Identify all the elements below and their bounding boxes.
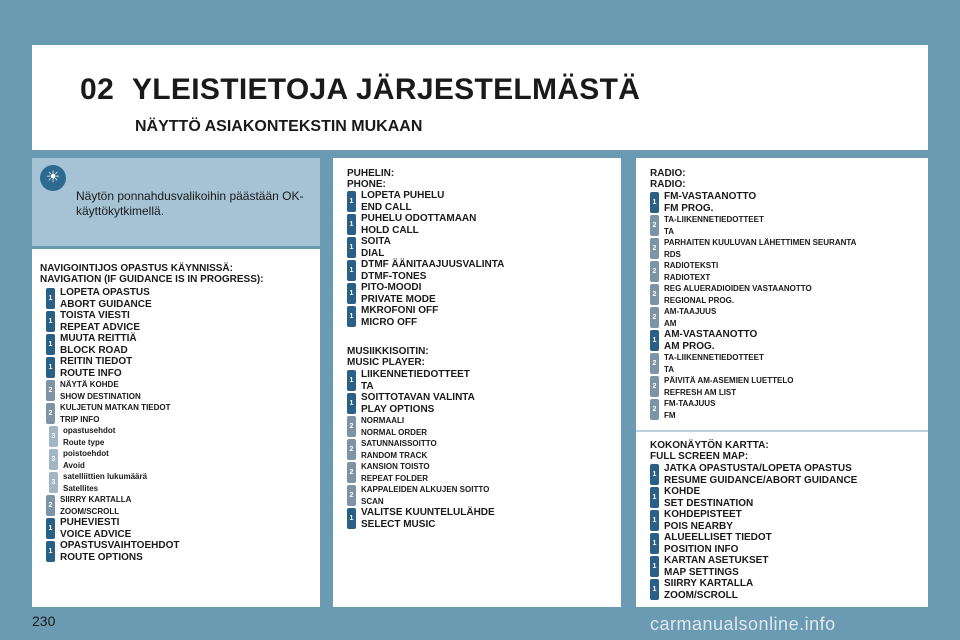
menu-item-label-en: ABORT GUIDANCE [60,298,152,310]
menu-item-label-en: SELECT MUSIC [361,518,436,530]
menu-item [650,509,857,532]
menu-level-badge: 1 [347,393,356,414]
menu-item-label-fi: AM-VASTAANOTTO [664,329,758,340]
media-panel [333,158,621,607]
menu-item [347,282,504,305]
menu-level-badge: 1 [347,370,356,391]
menu-item-label-fi: SATUNNAISSOITTO [361,439,437,448]
menu-level-badge: 1 [650,510,659,531]
menu-item-label-en: DIAL [361,247,385,259]
menu-level-badge: 1 [46,334,55,355]
menu-level-badge: 1 [347,306,356,327]
info-box [32,158,320,246]
menu-item-label-en: BLOCK ROAD [60,344,128,356]
menu-item [347,190,504,213]
menu-item [650,398,856,421]
radio-panel [636,158,928,607]
menu-item [650,329,856,352]
menu-item-label-fi: PUHELU ODOTTAMAAN [361,213,477,224]
menu-item-label-en: FM [664,410,676,420]
menu-item-label-fi: MUUTA REITTIÄ [60,333,137,344]
menu-level-badge: 2 [347,462,356,483]
menu-item-label-en: SET DESTINATION [664,497,754,509]
menu-item-label-fi: LOPETA PUHELU [361,190,445,201]
menu-item-label-fi: NÄYTÄ KOHDE [60,380,119,389]
menu-item-label-en: REFRESH AM LIST [664,387,737,397]
phone-menu-list [341,190,504,328]
menu-item-label-en: TA [361,380,374,392]
menu-item-label-en: POSITION INFO [664,543,739,555]
menu-item [46,494,179,517]
radio-heading-fi: RADIO: [650,168,686,179]
menu-item-label-en: SCAN [361,496,384,506]
menu-level-badge: 1 [650,330,659,351]
menu-item-label-fi: OPASTUSVAIHTOEHDOT [60,540,180,551]
fullscreen-heading-en: FULL SCREEN MAP: [650,451,749,462]
menu-level-badge: 1 [46,541,55,562]
menu-item [347,461,495,484]
menu-item [650,375,856,398]
menu-item [46,517,179,540]
menu-item-label-en: ROUTE OPTIONS [60,551,143,563]
menu-item [46,287,179,310]
menu-item [46,356,179,379]
menu-item-label-fi: TA-LIIKENNETIEDOTTEET [664,353,764,362]
menu-item-label-fi: DTMF ÄÄNITAAJUUSVALINTA [361,259,505,270]
menu-item [650,191,856,214]
menu-item [650,237,856,260]
menu-level-badge: 1 [347,237,356,258]
menu-item-label-en: VOICE ADVICE [60,528,132,540]
menu-item-label-fi: poistoehdot [63,449,109,458]
menu-level-badge: 1 [650,487,659,508]
menu-item-label-fi: JATKA OPASTUSTA/LOPETA OPASTUS [664,463,852,474]
menu-item [347,507,495,530]
menu-item [650,283,856,306]
navigation-panel [32,249,320,607]
menu-item-label-en: REPEAT FOLDER [361,473,428,483]
section-divider [636,430,928,432]
menu-level-badge: 3 [49,449,58,470]
menu-item [347,392,495,415]
menu-item-label-en: TA [664,226,675,236]
menu-item-label-fi: VALITSE KUUNTELULÄHDE [361,507,495,518]
menu-item [347,438,495,461]
menu-item-label-fi: KOHDEPISTEET [664,509,742,520]
menu-level-badge: 2 [347,485,356,506]
menu-item [650,260,856,283]
menu-item [650,352,856,375]
menu-level-badge: 2 [347,416,356,437]
menu-item-label-en: AM [664,318,677,328]
menu-item-label-fi: opastusehdot [63,426,116,435]
menu-item [347,369,495,392]
menu-level-badge: 2 [650,215,659,236]
menu-level-badge: 2 [650,399,659,420]
menu-item-label-en: NORMAL ORDER [361,427,428,437]
menu-level-badge: 2 [46,403,55,424]
info-text: Näytön ponnahdusvalikoihin päästään OK-käyttökytkimellä. [76,189,304,218]
menu-level-badge: 2 [650,261,659,282]
menu-item-label-en: MICRO OFF [361,316,418,328]
menu-level-badge: 2 [650,238,659,259]
menu-item-label-fi: KANSION TOISTO [361,462,430,471]
menu-item-label-en: PRIVATE MODE [361,293,436,305]
menu-item-label-en: TRIP INFO [60,414,100,424]
menu-item [347,236,504,259]
menu-item-label-fi: REG ALUERADIOIDEN VASTAANOTTO [664,284,812,293]
music-heading-fi: MUSIIKKISOITIN: [347,346,429,357]
menu-item-label-en: DTMF-TONES [361,270,427,282]
menu-item-label-en: FM PROG. [664,202,714,214]
menu-item-label-en: REGIONAL PROG. [664,295,735,305]
menu-item-label-en: Satellites [63,483,99,493]
menu-item-label-fi: TA-LIIKENNETIEDOTTEET [664,215,764,224]
menu-item-label-fi: PÄIVITÄ AM-ASEMIEN LUETTELO [664,376,794,385]
menu-level-badge: 1 [347,283,356,304]
menu-item-label-fi: SIIRRY KARTALLA [60,495,132,504]
menu-level-badge: 1 [347,191,356,212]
menu-item-label-fi: SIIRRY KARTALLA [664,578,754,589]
page-subtitle: NÄYTTÖ ASIAKONTEKSTIN MUKAAN [135,118,423,135]
menu-item-label-en: Route type [63,437,105,447]
navigation-menu-list [40,287,179,563]
menu-item [650,306,856,329]
menu-item-label-en: RDS [664,249,681,259]
menu-level-badge: 1 [46,357,55,378]
menu-level-badge: 1 [650,579,659,600]
menu-item-label-fi: MKROFONI OFF [361,305,439,316]
menu-item [49,425,179,448]
menu-item-label-en: ZOOM/SCROLL [60,506,120,516]
menu-item-label-fi: LOPETA OPASTUS [60,287,150,298]
menu-item-label-en: RESUME GUIDANCE/ABORT GUIDANCE [664,474,858,486]
menu-item [46,379,179,402]
sun-icon: ☀ [40,165,66,191]
menu-item [650,463,857,486]
menu-item-label-fi: FM-VASTAANOTTO [664,191,757,202]
menu-item-label-fi: LIIKENNETIEDOTTEET [361,369,470,380]
menu-item-label-fi: AM-TAAJUUS [664,307,717,316]
menu-item-label-en: PLAY OPTIONS [361,403,435,415]
music-heading-en: MUSIC PLAYER: [347,357,425,368]
menu-item-label-en: HOLD CALL [361,224,419,236]
fullscreen-menu-list [644,463,857,601]
menu-item [650,214,856,237]
radio-heading-en: RADIO: [650,179,686,190]
menu-item [46,310,179,333]
radio-menu-list [644,191,856,421]
menu-level-badge: 1 [347,508,356,529]
chapter-number: 02 [80,73,115,106]
menu-item-label-fi: PUHEVIESTI [60,517,120,528]
menu-item-label-en: MAP SETTINGS [664,566,739,578]
menu-item [46,540,179,563]
menu-item-label-fi: SOITTOTAVAN VALINTA [361,392,475,403]
header-panel [32,45,928,150]
menu-item-label-fi: RADIOTEKSTI [664,261,719,270]
menu-item-label-en: ROUTE INFO [60,367,122,379]
menu-item [46,402,179,425]
phone-heading-fi: PUHELIN: [347,168,395,179]
page-number: 230 [32,613,56,629]
menu-level-badge: 2 [650,353,659,374]
menu-item [650,578,857,601]
menu-item-label-en: AM PROG. [664,340,715,352]
menu-level-badge: 1 [46,311,55,332]
menu-item-label-en: Avoid [63,460,85,470]
navigation-heading-fi: NAVIGOINTIJOS OPASTUS KÄYNNISSÄ: [40,263,233,274]
menu-level-badge: 3 [49,472,58,493]
fullscreen-heading-fi: KOKONÄYTÖN KARTTA: [650,440,769,451]
menu-level-badge: 1 [46,288,55,309]
page-title: YLEISTIETOJA JÄRJESTELMÄSTÄ [132,73,641,106]
menu-level-badge: 1 [650,192,659,213]
menu-item [347,305,504,328]
menu-level-badge: 1 [46,518,55,539]
menu-item [49,471,179,494]
menu-item [650,555,857,578]
menu-item [347,484,495,507]
music-menu-list [341,369,495,530]
menu-item-label-en: RANDOM TRACK [361,450,428,460]
menu-level-badge: 1 [347,214,356,235]
menu-item-label-en: RADIOTEXT [664,272,711,282]
menu-item-label-fi: FM-TAAJUUS [664,399,716,408]
menu-level-badge: 2 [650,376,659,397]
menu-item-label-fi: satelliittien lukumäärä [63,472,148,481]
menu-item-label-en: POIS NEARBY [664,520,733,532]
menu-level-badge: 3 [49,426,58,447]
phone-heading-en: PHONE: [347,179,386,190]
menu-level-badge: 1 [650,533,659,554]
menu-item-label-fi: PARHAITEN KUULUVAN LÄHETTIMEN SEURANTA [664,238,857,247]
menu-item-label-fi: PITO-MOODI [361,282,422,293]
menu-level-badge: 2 [46,495,55,516]
menu-item [347,259,504,282]
navigation-heading-en: NAVIGATION (IF GUIDANCE IS IN PROGRESS): [40,274,264,285]
menu-item-label-fi: TOISTA VIESTI [60,310,130,321]
menu-item-label-fi: KOHDE [664,486,701,497]
menu-item [347,213,504,236]
menu-item [46,333,179,356]
watermark: carmanualsonline.info [650,614,836,634]
menu-item [347,415,495,438]
menu-level-badge: 1 [347,260,356,281]
menu-item-label-fi: ALUEELLISET TIEDOT [664,532,772,543]
menu-item [650,532,857,555]
menu-item [650,486,857,509]
menu-item-label-fi: KULJETUN MATKAN TIEDOT [60,403,171,412]
menu-level-badge: 2 [650,307,659,328]
menu-level-badge: 2 [650,284,659,305]
menu-item-label-en: REPEAT ADVICE [60,321,141,333]
menu-level-badge: 1 [650,556,659,577]
menu-item-label-en: ZOOM/SCROLL [664,589,738,601]
menu-item-label-fi: KAPPALEIDEN ALKUJEN SOITTO [361,485,490,494]
menu-level-badge: 2 [46,380,55,401]
menu-item-label-en: SHOW DESTINATION [60,391,141,401]
menu-item-label-fi: REITIN TIEDOT [60,356,133,367]
menu-item-label-fi: KARTAN ASETUKSET [664,555,769,566]
menu-item-label-en: TA [664,364,675,374]
menu-item-label-en: END CALL [361,201,412,213]
menu-item-label-fi: NORMAALI [361,416,405,425]
menu-level-badge: 1 [650,464,659,485]
menu-item-label-fi: SOITA [361,236,391,247]
menu-item [49,448,179,471]
menu-level-badge: 2 [347,439,356,460]
